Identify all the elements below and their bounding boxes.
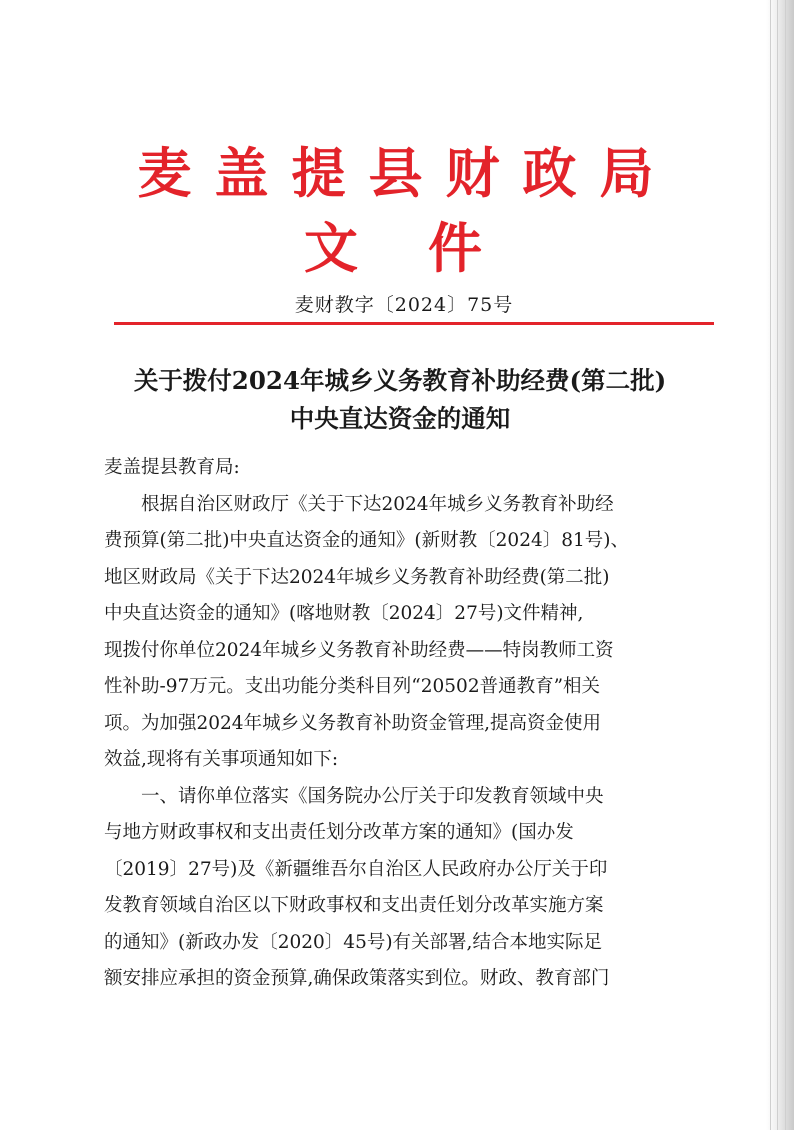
- body-line: 〔2019〕27号)及《新疆维吾尔自治区人民政府办公厅关于印: [104, 858, 608, 880]
- body-line: 效益,现将有关事项通知如下:: [104, 749, 339, 770]
- body-line: 地区财政局《关于下达2024年城乡义务教育补助经费(第二批): [104, 566, 610, 588]
- body-line: 项。为加强2024年城乡义务教育补助资金管理,提高资金使用: [104, 712, 601, 734]
- body-line: 一、请你单位落实《国务院办公厅关于印发教育领域中央: [141, 785, 604, 807]
- notice-title: [80, 362, 720, 438]
- body-line: 现拨付你单位2024年城乡义务教育补助经费——特岗教师工资: [104, 639, 614, 661]
- body-line: 与地方财政事权和支出责任划分改革方案的通知》(国办发: [104, 822, 574, 843]
- notice-title-line-2: 中央直达资金的通知: [289, 404, 511, 433]
- body-line: 的通知》(新政办发〔2020〕45号)有关部署,结合本地实际足: [104, 931, 602, 953]
- body-line: 额安排应承担的资金预算,确保政策落实到位。财政、教育部门: [104, 968, 610, 989]
- body-line: 根据自治区财政厅《关于下达2024年城乡义务教育补助经: [141, 493, 614, 515]
- notice-body: [104, 450, 696, 998]
- document-number: 麦财教字〔2024〕75号: [294, 294, 514, 316]
- addressee: 麦盖提县教育局:: [104, 457, 240, 478]
- notice-title-line-1: 关于拨付2024年城乡义务教育补助经费(第二批): [133, 366, 667, 395]
- issuing-organization-title: 麦盖提县财政局: [137, 142, 677, 205]
- body-line: 性补助-97万元。支出功能分类科目列“20502普通教育”相关: [104, 676, 601, 697]
- red-divider-line: [114, 322, 714, 325]
- body-line: 中央直达资金的通知》(喀地财教〔2024〕27号)文件精神,: [104, 603, 584, 624]
- body-line: 费预算(第二批)中央直达资金的通知》(新财教〔2024〕81号)、: [104, 530, 629, 551]
- document-label: 文件: [304, 217, 552, 280]
- body-line: 发教育领域自治区以下财政事权和支出责任划分改革实施方案: [104, 895, 604, 916]
